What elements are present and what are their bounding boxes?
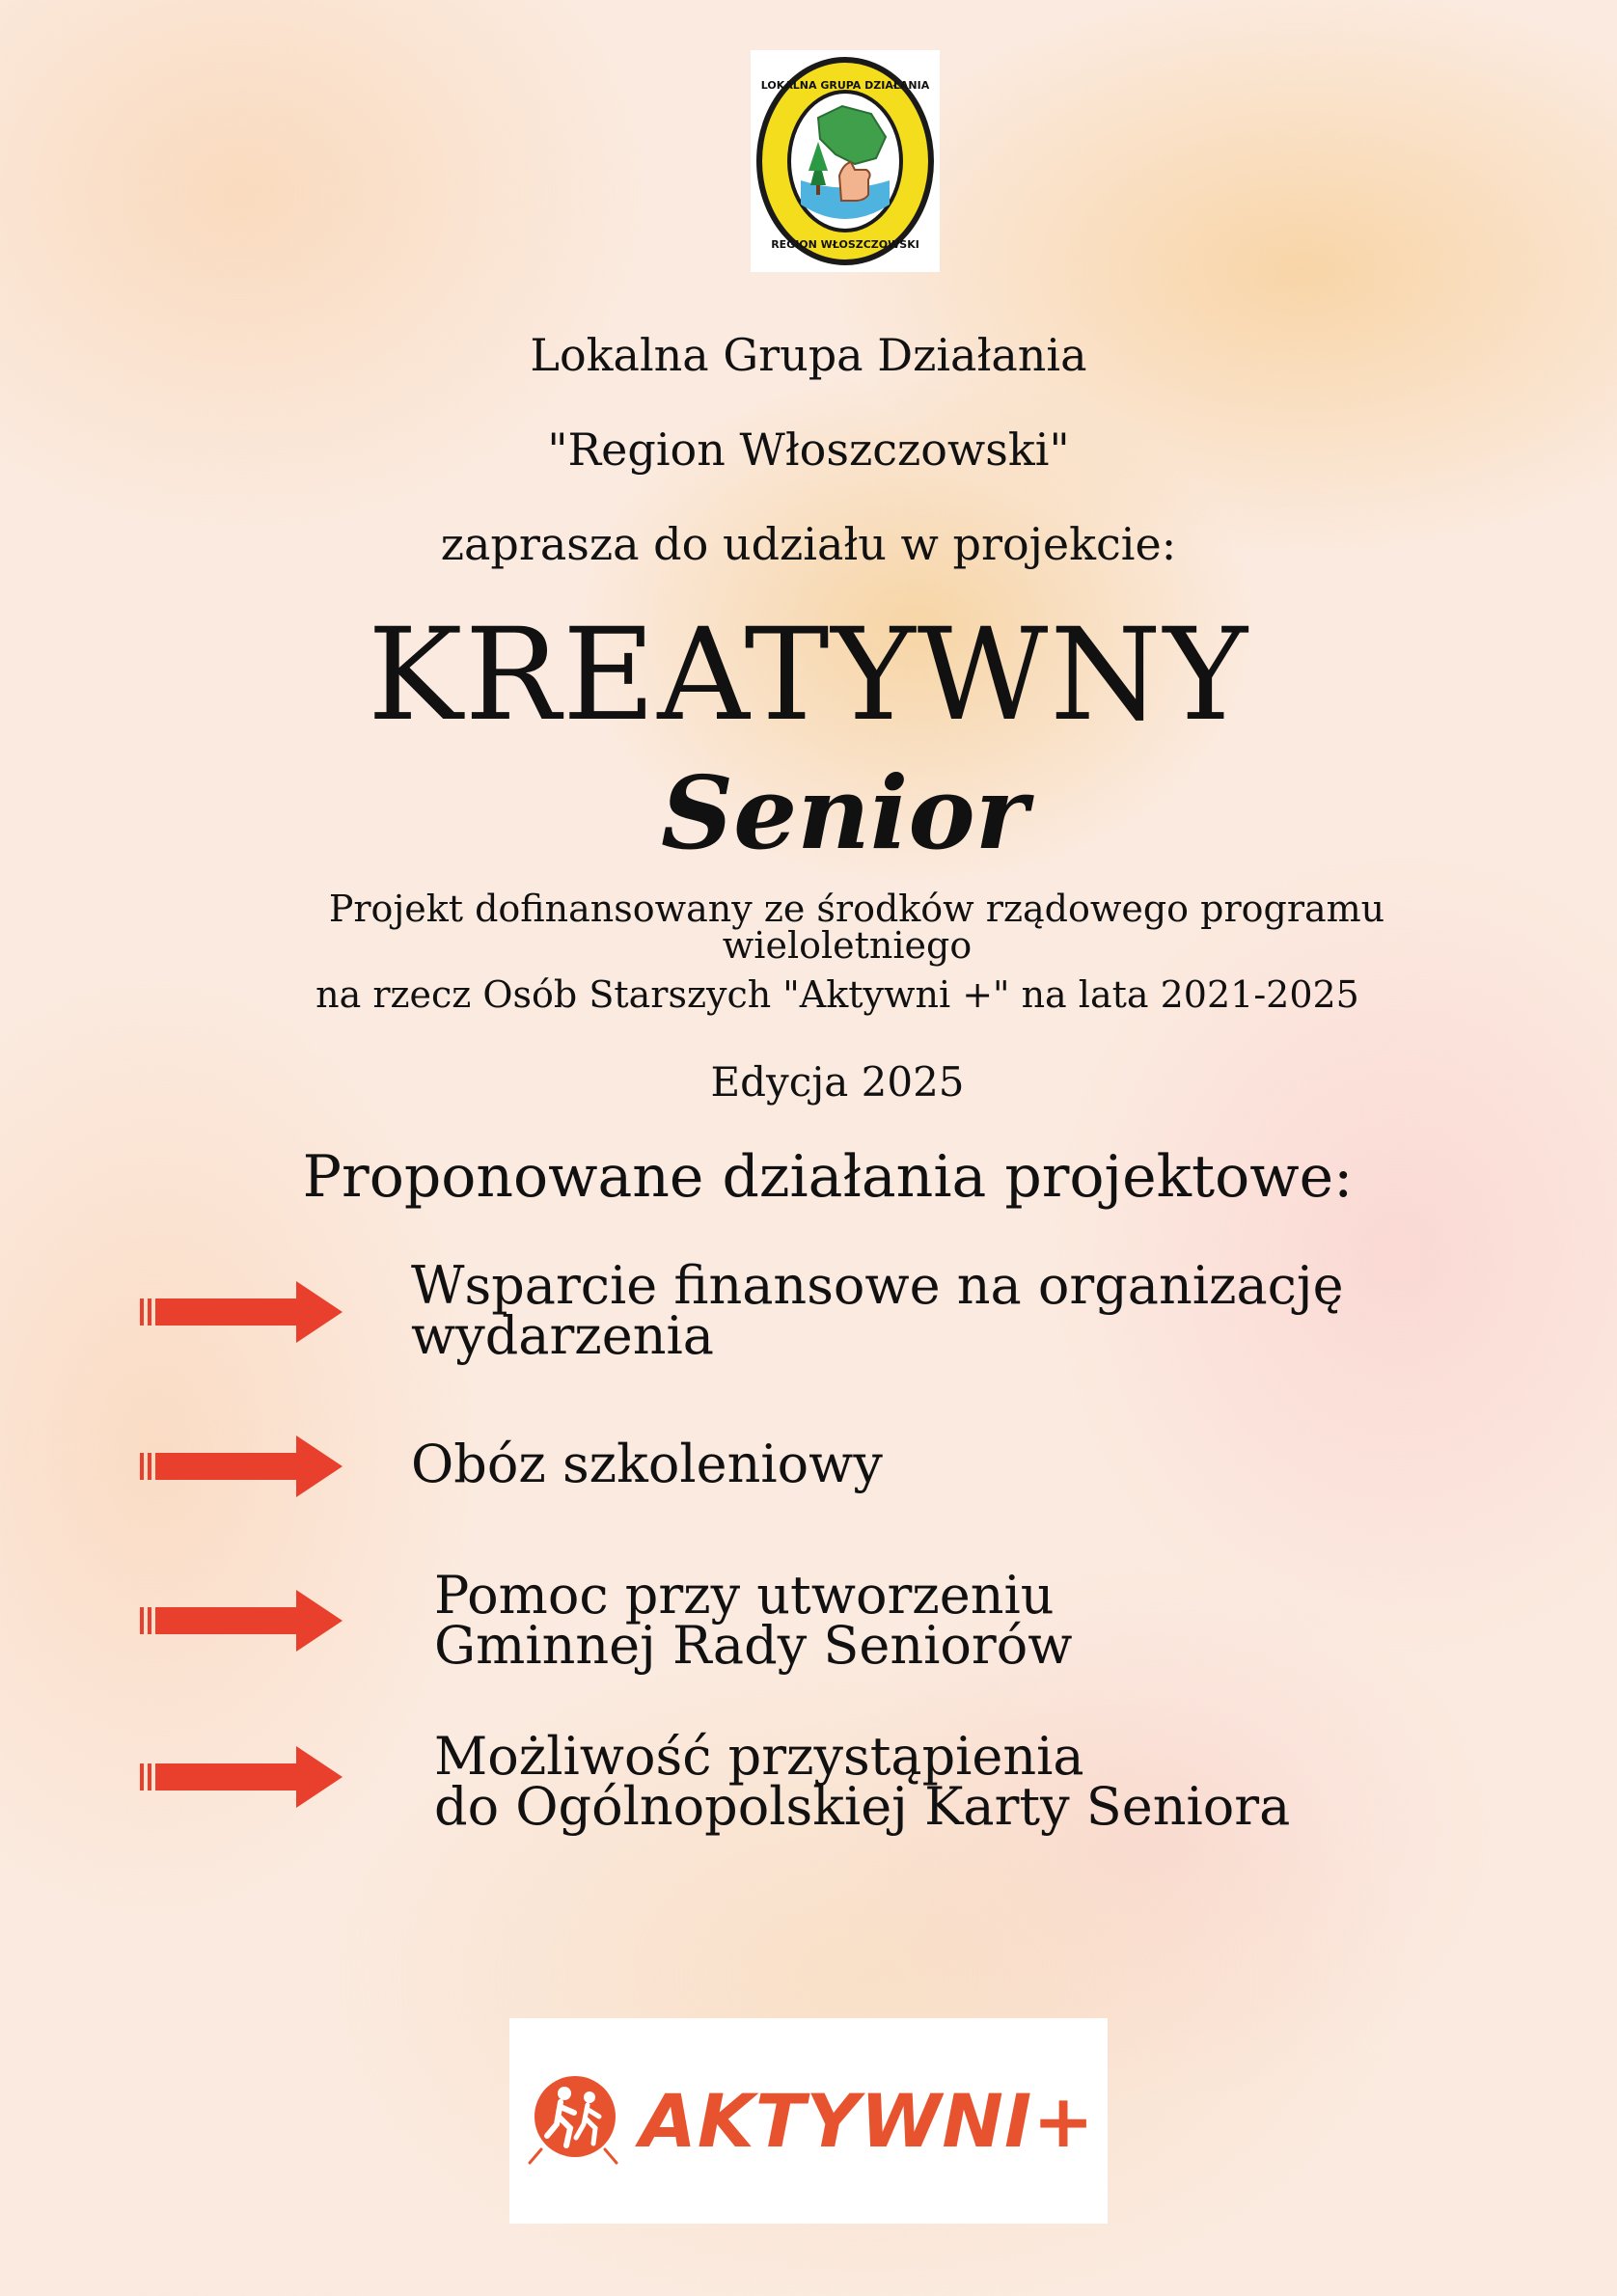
arrow-right-icon (140, 1281, 343, 1343)
aktywni-logo-frame (509, 2018, 1108, 2224)
activity-1-line-2: wydarzenia (411, 1305, 714, 1366)
activity-4-line-2: do Ogólnopolskiej Karty Seniora (434, 1776, 1291, 1837)
header-line-1: Lokalna Grupa Działania (530, 329, 1087, 381)
edition-label: Edycja 2025 (710, 1058, 965, 1106)
aktywni-brand-text: AKTYWNI+ (640, 2078, 1095, 2164)
funding-line-2: wieloletniego (722, 924, 973, 967)
arrow-right-icon (140, 1746, 343, 1808)
lgd-logo (751, 50, 940, 272)
arrow-right-icon (140, 1590, 343, 1652)
logo-ring-top-text: LOKALNA GRUPA DZIAŁANIA (760, 79, 930, 92)
activity-1-line-1: Wsparcie finansowe na organizację (411, 1255, 1344, 1316)
project-title: KREATYWNY (368, 601, 1249, 750)
activities-heading: Proponowane działania projektowe: (302, 1143, 1354, 1211)
arrow-right-icon (140, 1435, 343, 1497)
header-line-3: zaprasza do udziału w projekcie: (440, 518, 1177, 570)
lgd-logo-frame (751, 50, 940, 272)
activity-3-line-1: Pomoc przy utworzeniu (434, 1565, 1055, 1626)
funding-line-1: Projekt dofinansowany ze środków rządowego programu (328, 888, 1385, 930)
activity-4-line-1: Możliwość przystąpienia (434, 1726, 1084, 1787)
logo-ring-bottom-text: REGION WŁOSZCZOWSKI (771, 238, 919, 251)
project-subtitle: Senior (661, 753, 1028, 872)
header-line-2: "Region Włoszczowski" (547, 424, 1070, 476)
running-people-icon (522, 2068, 628, 2174)
activity-2-line-1: Obóz szkoleniowy (411, 1434, 883, 1494)
activity-3-line-2: Gminnej Rady Seniorów (434, 1615, 1073, 1676)
funding-line-3: na rzecz Osób Starszych "Aktywni +" na lata 2021-2025 (315, 973, 1359, 1016)
